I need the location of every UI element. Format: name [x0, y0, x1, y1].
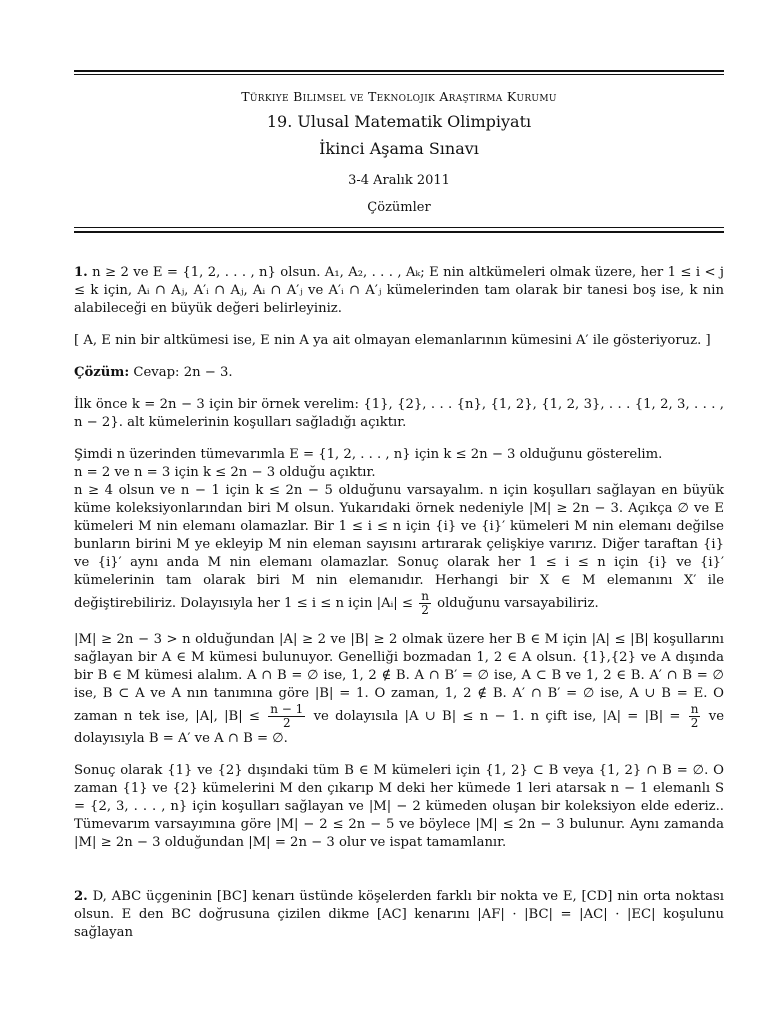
solutions-subtitle: Çözümler — [367, 200, 431, 215]
olympiad-title: 19. Ulusal Matematik Olimpiyatı — [266, 112, 532, 131]
bottom-rule — [74, 231, 724, 233]
fraction-n-minus-1-over-2: $\frac{n - 1}{2}$ — [270, 702, 304, 730]
problem-1-statement — [74, 264, 724, 318]
conclusion-paragraph: Sonuç olarak {1} ve {2} dışındaki tüm B ∈ M kümeleri için {1, 2} ⊂ B veya {1, 2} ∩ B = ∅. O zaman {1} ve {2} kümelerini M den çıkarıp M deki her kümede 1 leri atarsak n − 1 elemanlı S = {2, 3, . . . , n} için koşulları sağlayan ve |M| − 2 kümeden oluşan bir koleksiyon elde ederiz.. Tümevarım varsayımına göre |M| − 2 ≤ 2n − 5 ve böylece |M| ≤ 2n − 3 bulunur. Aynı zamanda |M| ≥ 2n − 3 olduğundan |M| = 2n − 3 olur ve ispat tamamlanır. — [74, 763, 724, 850]
problem-2-text: D, ABC üçgeninin [BC] kenarı üstünde köşelerden farklı bir nokta ve E, [CD] nin orta noktası olsun. E den BC doğrusuna çizilen dikme [AC] kenarını |AF| · |BC| = |AC| · |EC| koşulunu sağlayan — [74, 889, 724, 940]
problem-2-statement — [74, 888, 724, 942]
solution-label: Çözüm: — [74, 365, 130, 380]
induction-step-text: n ≥ 4 olsun ve n − 1 için k ≤ 2n − 5 olduğunu varsayalım. n için koşulları sağlayan en büyük küme koleksiyonlarından biri M olsun. Yukarıdaki örnek nedeniyle |M| ≥ 2n − 3. Açıkça ∅ ve E kümeleri M nin elemanı olamazlar. Bir 1 ≤ i ≤ n için {i} ve {i}′ kümeleri M nin elemanı değilse bunların birini M ye ekleyip M nin eleman sayısını artırarak çelişkiye varırız. Diğer taraftan {i} ve {i}′ aynı anda M nin elemanı olamazlar. Sonuç olarak her 1 ≤ i ≤ n için {i} ve {i}′ kümelerinin tam olarak biri M nin elemanıdır. Herhangi bir X ∈ M elemanını X′ ile değiştirebiliriz. Dolayısıyla her 1 ≤ i ≤ n için |Aᵢ| ≤ — [74, 483, 724, 611]
problem-1-text: n ≥ 2 ve E = {1, 2, . . . , n} olsun. A₁, A₂, . . . , Aₖ; E nin altkümeleri olmak üzere, her 1 ≤ i < j ≤ k için, Aᵢ ∩ Aⱼ, A′ᵢ ∩ Aⱼ, Aᵢ ∩ A′ⱼ ve A′ᵢ ∩ A′ⱼ kümelerinden tam olarak bir tanesi boş ise, k nin alabileceği en büyük değeri belirleyiniz. — [74, 265, 724, 316]
example-paragraph: İlk önce k = 2n − 3 için bir örnek verelim: {1}, {2}, . . . {n}, {1, 2}, {1, 2, 3}, . . . {1, 2, 3, . . . , n − 2}. alt kümelerinin koşulları sağladığı açıktır. — [74, 397, 724, 430]
fraction-n-over-2-b: $\frac{n}{2}$ — [690, 702, 699, 730]
base-case: n = 2 ve n = 3 için k ≤ 2n − 3 olduğu açıktır. — [74, 465, 376, 480]
institution-name: Türkiye Bilimsel ve Teknolojik Araştırma Kurumu — [241, 89, 557, 104]
problem-2-number: 2. — [74, 889, 88, 904]
case-analysis-paragraph — [74, 631, 724, 748]
solution-body — [74, 264, 724, 956]
case-analysis-text-b: ve dolayısıla |A ∪ B| ≤ n − 1. n çift ise, |A| = |B| = — [313, 709, 681, 724]
stage-title: İkinci Aşama Sınavı — [319, 139, 479, 158]
induction-step — [74, 482, 724, 617]
exam-date: 3-4 Aralık 2011 — [348, 173, 450, 188]
top-rule — [74, 70, 724, 72]
case-analysis-text-c: ve dolayısıyla B = A′ ve A ∩ B = ∅. — [74, 709, 725, 746]
solution-header — [74, 364, 724, 382]
bottom-rule-thin — [74, 227, 724, 228]
case-analysis-text-a: |M| ≥ 2n − 3 > n olduğundan |A| ≥ 2 ve |B| ≥ 2 olmak üzere her B ∈ M için |A| ≤ |B| koşullarını sağlayan bir A ∈ M kümesi bulunuyor. Genelliği bozmadan 1, 2 ∈ A olsun. {1},{2} ve A dışında bir B ∈ M kümesi alalım. A ∩ B = ∅ ise, 1, 2 ∉ B. A ∩ B′ = ∅ ise, A ⊂ B ve 1, 2 ∈ B. A′ ∩ B = ∅ ise, B ⊂ A ve A nın tanımına göre |B| = 1. O zaman, 1, 2 ∉ B. A′ ∩ B′ = ∅ ise, A ∪ B = E. O zaman n tek ise, |A|, |B| ≤ — [74, 632, 724, 724]
top-rule-thin — [74, 74, 724, 75]
complement-note: [ A, E nin bir altkümesi ise, E nin A ya ait olmayan elemanlarının kümesini A′ ile gösteriyoruz. ] — [74, 333, 711, 348]
induction-step-tail: olduğunu varsayabiliriz. — [437, 596, 599, 611]
fraction-n-over-2: $\frac{n}{2}$ — [421, 589, 429, 617]
answer-text: Cevap: 2n − 3. — [133, 365, 233, 380]
induction-intro: Şimdi n üzerinden tümevarımla E = {1, 2, . . . , n} için k ≤ 2n − 3 olduğunu gösterelim. — [74, 447, 663, 462]
problem-1-number: 1. — [74, 265, 88, 280]
